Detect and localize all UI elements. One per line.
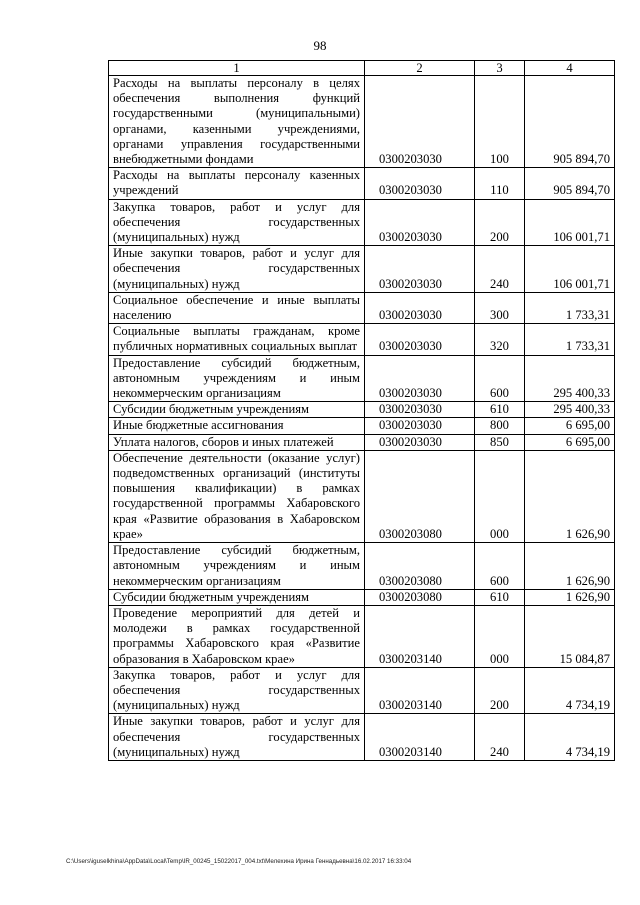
table-row	[109, 450, 615, 542]
target-article-cell: 0300203030	[365, 355, 475, 402]
target-article-cell: 0300203030	[365, 199, 475, 246]
expense-name-cell: Иные закупки товаров, работ и услуг для обеспечения государственных (муниципальных) нужд	[109, 246, 365, 293]
target-article-cell: 0300203140	[365, 605, 475, 667]
expense-name-cell: Проведение мероприятий для детей и молодежи в рамках государственной программы Хабаровского края «Развитие образования в Хабаровском крае»	[109, 605, 365, 667]
amount-cell: 1 626,90	[525, 543, 615, 590]
expense-name-cell: Обеспечение деятельности (оказание услуг) подведомственных организаций (институты повышения квалификации) в рамках государственной программы Хабаровского края «Развитие образования в Хабаровском крае»	[109, 450, 365, 542]
expense-type-cell: 200	[475, 199, 525, 246]
amount-cell: 295 400,33	[525, 355, 615, 402]
page-number: 98	[313, 38, 327, 53]
amount-cell: 15 084,87	[525, 605, 615, 667]
amount-cell: 1 733,31	[525, 292, 615, 323]
table-row	[109, 589, 615, 605]
expense-type-cell: 850	[475, 434, 525, 450]
expense-type-cell: 110	[475, 168, 525, 199]
budget-table	[108, 60, 615, 761]
table-row	[109, 76, 615, 168]
column-header: 4	[525, 61, 615, 76]
expense-type-cell: 600	[475, 355, 525, 402]
table-row	[109, 355, 615, 402]
expense-name-cell: Предоставление субсидий бюджетным, автономным учреждениям и иным некоммерческим организациям	[109, 355, 365, 402]
table-row	[109, 667, 615, 714]
expense-name-cell: Расходы на выплаты персоналу казенных учреждений	[109, 168, 365, 199]
table-header-row	[109, 61, 615, 76]
expense-name-cell: Закупка товаров, работ и услуг для обеспечения государственных (муниципальных) нужд	[109, 199, 365, 246]
table-row	[109, 199, 615, 246]
table-row	[109, 246, 615, 293]
target-article-cell: 0300203030	[365, 324, 475, 355]
target-article-cell: 0300203030	[365, 434, 475, 450]
target-article-cell: 0300203080	[365, 543, 475, 590]
document-footer-path: C:\Users\iguselkhina\AppData\Local\Temp\IR_00245_15022017_004.txt\Мелехина Ирина Геннадьевна\16.02.2017 16:33:04	[66, 858, 412, 865]
target-article-cell: 0300203140	[365, 714, 475, 761]
column-header: 1	[109, 61, 365, 76]
table-row	[109, 434, 615, 450]
expense-type-cell: 300	[475, 292, 525, 323]
target-article-cell: 0300203030	[365, 292, 475, 323]
amount-cell: 4 734,19	[525, 667, 615, 714]
expense-name-cell: Иные бюджетные ассигнования	[109, 418, 365, 434]
expense-name-cell: Уплата налогов, сборов и иных платежей	[109, 434, 365, 450]
expense-type-cell: 610	[475, 402, 525, 418]
expense-type-cell: 320	[475, 324, 525, 355]
amount-cell: 6 695,00	[525, 434, 615, 450]
table-row	[109, 168, 615, 199]
expense-type-cell: 600	[475, 543, 525, 590]
amount-cell: 106 001,71	[525, 199, 615, 246]
expense-name-cell: Предоставление субсидий бюджетным, автономным учреждениям и иным некоммерческим организациям	[109, 543, 365, 590]
table-row	[109, 543, 615, 590]
amount-cell: 6 695,00	[525, 418, 615, 434]
expense-type-cell: 610	[475, 589, 525, 605]
table-row	[109, 714, 615, 761]
expense-type-cell: 100	[475, 76, 525, 168]
amount-cell: 1 626,90	[525, 589, 615, 605]
table-row	[109, 292, 615, 323]
expense-name-cell: Закупка товаров, работ и услуг для обеспечения государственных (муниципальных) нужд	[109, 667, 365, 714]
target-article-cell: 0300203030	[365, 76, 475, 168]
amount-cell: 1 626,90	[525, 450, 615, 542]
expense-type-cell: 000	[475, 450, 525, 542]
expense-type-cell: 240	[475, 246, 525, 293]
target-article-cell: 0300203080	[365, 450, 475, 542]
expense-name-cell: Расходы на выплаты персоналу в целях обеспечения выполнения функций государственными (муниципальными) органами, казенными учреждениями, органами управления государственными внебюджетными фондами	[109, 76, 365, 168]
expense-name-cell: Иные закупки товаров, работ и услуг для обеспечения государственных (муниципальных) нужд	[109, 714, 365, 761]
amount-cell: 905 894,70	[525, 76, 615, 168]
expense-name-cell: Социальное обеспечение и иные выплаты населению	[109, 292, 365, 323]
target-article-cell: 0300203080	[365, 589, 475, 605]
expense-name-cell: Субсидии бюджетным учреждениям	[109, 589, 365, 605]
target-article-cell: 0300203140	[365, 667, 475, 714]
column-header: 2	[365, 61, 475, 76]
amount-cell: 106 001,71	[525, 246, 615, 293]
amount-cell: 1 733,31	[525, 324, 615, 355]
target-article-cell: 0300203030	[365, 246, 475, 293]
expense-type-cell: 000	[475, 605, 525, 667]
expense-name-cell: Субсидии бюджетным учреждениям	[109, 402, 365, 418]
amount-cell: 905 894,70	[525, 168, 615, 199]
target-article-cell: 0300203030	[365, 418, 475, 434]
column-header: 3	[475, 61, 525, 76]
table-row	[109, 418, 615, 434]
table-row	[109, 324, 615, 355]
target-article-cell: 0300203030	[365, 402, 475, 418]
expense-type-cell: 240	[475, 714, 525, 761]
expense-name-cell: Социальные выплаты гражданам, кроме публичных нормативных социальных выплат	[109, 324, 365, 355]
table-row	[109, 605, 615, 667]
amount-cell: 4 734,19	[525, 714, 615, 761]
target-article-cell: 0300203030	[365, 168, 475, 199]
expense-type-cell: 200	[475, 667, 525, 714]
table-row	[109, 402, 615, 418]
expense-type-cell: 800	[475, 418, 525, 434]
amount-cell: 295 400,33	[525, 402, 615, 418]
